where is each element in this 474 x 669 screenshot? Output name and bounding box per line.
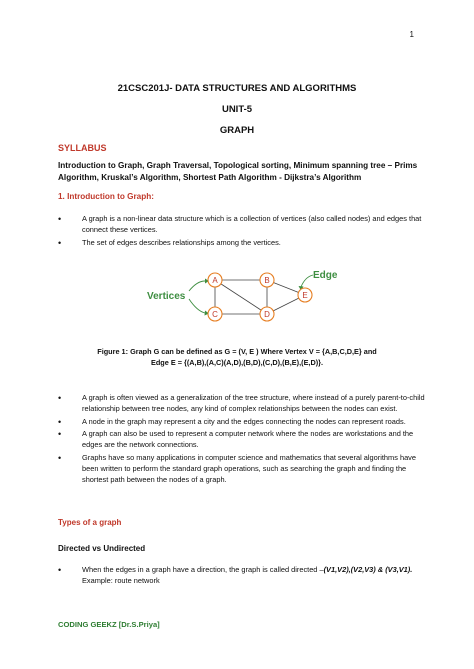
syllabus-heading: SYLLABUS: [58, 143, 107, 153]
figure-caption-line-1: Figure 1: Graph G can be defined as G = (V, E ) Where Vertex V = {A,B,C,D,E} and: [97, 347, 377, 356]
arrow-to-edge: [301, 275, 313, 287]
node-label-c: C: [212, 310, 218, 319]
topic-title: GRAPH: [219, 125, 255, 136]
bullet-icon: •: [58, 429, 62, 440]
list-item: • When the edges in a graph have a direction, the graph is called directed –(V1,V2),(V2,V3) & (V3,V1). Example: route network: [58, 565, 413, 585]
page-number: 1: [409, 30, 414, 39]
node-label-b: B: [264, 276, 270, 285]
list-item: • The set of edges describes relationships among the vertices.: [58, 237, 281, 248]
list-item: • A graph is a non-linear data structure which is a collection of vertices (also called nodes) and edges that connect these vertices.: [58, 214, 422, 234]
edge-ad: [215, 280, 267, 314]
graph-bullet-list: [58, 393, 428, 485]
node-label-e: E: [302, 291, 308, 300]
types-heading: Types of a graph: [58, 518, 122, 527]
bullet-icon: •: [58, 393, 62, 403]
list-item: • A node in the graph may represent a city and the edges connecting the nodes can represent roads.: [58, 416, 406, 427]
node-label-d: D: [264, 310, 270, 319]
arrow-to-c: [189, 299, 205, 313]
bullet-icon: •: [58, 452, 62, 463]
bullet-icon: •: [58, 214, 62, 224]
figure-caption-line-2: Edge E = {(A,B),(A,C)(A,D),(B,D),(C,D),(B,E),(E,D)}.: [150, 358, 324, 367]
bullet-icon: •: [58, 237, 62, 248]
section-heading-intro: 1. Introduction to Graph:: [58, 192, 154, 201]
list-item: • A graph can also be used to represent a computer network where the nodes are workstations and the edges are the network connections.: [58, 429, 414, 450]
directed-heading: Directed vs Undirected: [58, 544, 146, 553]
list-item: • Graphs have so many applications in computer science and mathematics that several algorithms have been written to perform the standard graph operations, such as searching the graph and finding the shortest path between the nodes of a graph.: [58, 452, 416, 484]
bullet-icon: •: [58, 565, 62, 575]
edge-label: Edge: [313, 270, 338, 281]
syllabus-text: Introduction to Graph, Graph Traversal, Topological sorting, Minimum spanning tree – Prims Algorithm, Kruskal’s Algorithm, Shortest Path Algorithm - Dijkstra’s Algorithm: [58, 161, 418, 182]
intro-bullet-list: [58, 214, 428, 248]
node-label-a: A: [212, 276, 218, 285]
directed-bullet-list: [58, 565, 428, 587]
unit-title: UNIT-5: [221, 104, 253, 115]
list-item: • A graph is often viewed as a generalization of the tree structure, where instead of a purely parent-to-child relationship between tree nodes, any kind of complex relationships between the nodes can exist.: [58, 393, 425, 413]
vertices-label: Vertices: [147, 291, 186, 302]
course-title: 21CSC201J- DATA STRUCTURES AND ALGORITHMS: [117, 83, 357, 94]
graph-diagram: [145, 263, 338, 333]
footer: CODING GEEKZ [Dr.S.Priya]: [58, 620, 160, 629]
bullet-icon: •: [58, 416, 62, 427]
arrow-to-a: [189, 281, 205, 291]
